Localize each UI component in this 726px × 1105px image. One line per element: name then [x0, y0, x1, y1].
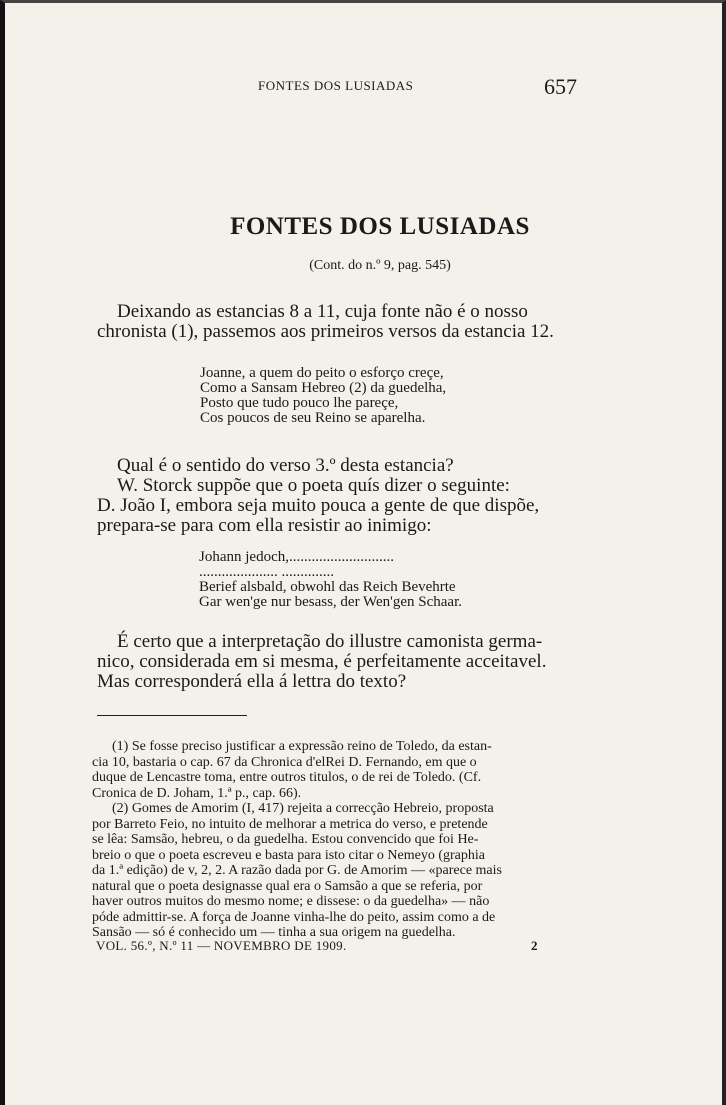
paragraph-line: nico, considerada em si mesma, é perfeitamente acceitavel.: [97, 651, 547, 672]
verse-quote-1: [200, 366, 446, 426]
verse-line: Joanne, a quem do peito o esforço creçe,: [200, 365, 444, 381]
footnote-line: haver outros muitos do mesmo nome; e dissese: o da guedelha» — não: [92, 894, 490, 909]
verse-line: Johann jedoch,............................: [199, 549, 394, 565]
running-title: FONTES DOS LUSIADAS: [258, 78, 414, 93]
paragraph-line: W. Storck suppõe que o poeta quís dizer o seguinte:: [117, 475, 510, 496]
footnotes: [92, 739, 568, 941]
paragraph-line: Mas corresponderá ella á lettra do texto?: [97, 671, 407, 692]
verse-quote-2: [199, 550, 462, 610]
footnote-line: breio o que o poeta escreveu e basta para isto citar o Nemeyo (graphia: [92, 847, 485, 863]
paragraph-2: [97, 456, 569, 536]
verse-line: Posto que tudo pouco lhe pareçe,: [200, 395, 399, 411]
paragraph-1: [97, 302, 569, 342]
paragraph-3: [97, 632, 569, 692]
footnote-line: natural que o poeta designasse qual era o Samsão a que se referia, por: [92, 878, 483, 894]
footnote-line: Cronica de D. Joham, 1.ª p., cap. 66).: [92, 785, 302, 801]
page-number: 657: [544, 74, 577, 99]
paragraph-line: Deixando as estancias 8 a 11, cuja fonte não é o nosso: [117, 301, 528, 322]
signature-mark: 2: [531, 938, 538, 953]
verse-line: Berief alsbald, obwohl das Reich Bevehrte: [199, 579, 456, 595]
paragraph-line: É certo que a interpretação do illustre camonista germa-: [117, 631, 543, 652]
footnote-line: cia 10, bastaria o cap. 67 da Chronica d'elRei D. Fernando, em que o: [92, 754, 477, 770]
page-header: [0, 74, 726, 108]
paragraph-line: Qual é o sentido do verso 3.º desta estancia?: [117, 455, 454, 476]
verse-line: Como a Sansam Hebreo (2) da guedelha,: [200, 380, 447, 396]
footnote-line: se lêa: Samsão, hebreu, o da guedelha. Estou convencido que foi He-: [92, 832, 479, 847]
verse-line: ..................... ..............: [199, 564, 334, 580]
footnote-line: póde admittir-se. A força de Joanne vinha-lhe do peito, assim como a de: [92, 909, 496, 925]
volume-info: VOL. 56.º, N.º 11 — NOVEMBRO DE 1909.: [96, 938, 347, 953]
paragraph-line: prepara-se para com ella resistir ao inimigo:: [97, 515, 432, 536]
footnote-line: por Barreto Feio, no intuito de melhorar a metrica do verso, e pretende: [92, 816, 488, 832]
footnote-line: Sansão — só é conhecido um — tinha a sua origem na guedelha.: [92, 925, 456, 940]
page-footer: [0, 938, 726, 958]
footnote-line: (1) Se fosse preciso justificar a expressão reino de Toledo, da estan-: [112, 739, 492, 754]
verse-line: Cos poucos de seu Reino se aparelha.: [200, 410, 426, 426]
footnote-line: duque de Lencastre toma, entre outros titulos, o de rei de Toledo. (Cf.: [92, 770, 482, 785]
article-subtitle: (Cont. do n.º 9, pag. 545): [309, 258, 451, 273]
footnote-line: da 1.ª edição) de v, 2, 2. A razão dada por G. de Amorim — «parece mais: [92, 863, 502, 878]
paragraph-line: D. João I, embora seja muito pouca a gente de que dispõe,: [97, 495, 540, 516]
article-title: FONTES DOS LUSIADAS: [230, 213, 530, 240]
footnote-divider: [97, 715, 247, 716]
verse-line: Gar wen'ge nur besass, der Wen'gen Schaar.: [199, 594, 462, 610]
footnote-line: (2) Gomes de Amorim (I, 417) rejeita a correcção Hebreio, proposta: [112, 801, 494, 816]
paragraph-line: chronista (1), passemos aos primeiros versos da estancia 12.: [97, 321, 554, 342]
